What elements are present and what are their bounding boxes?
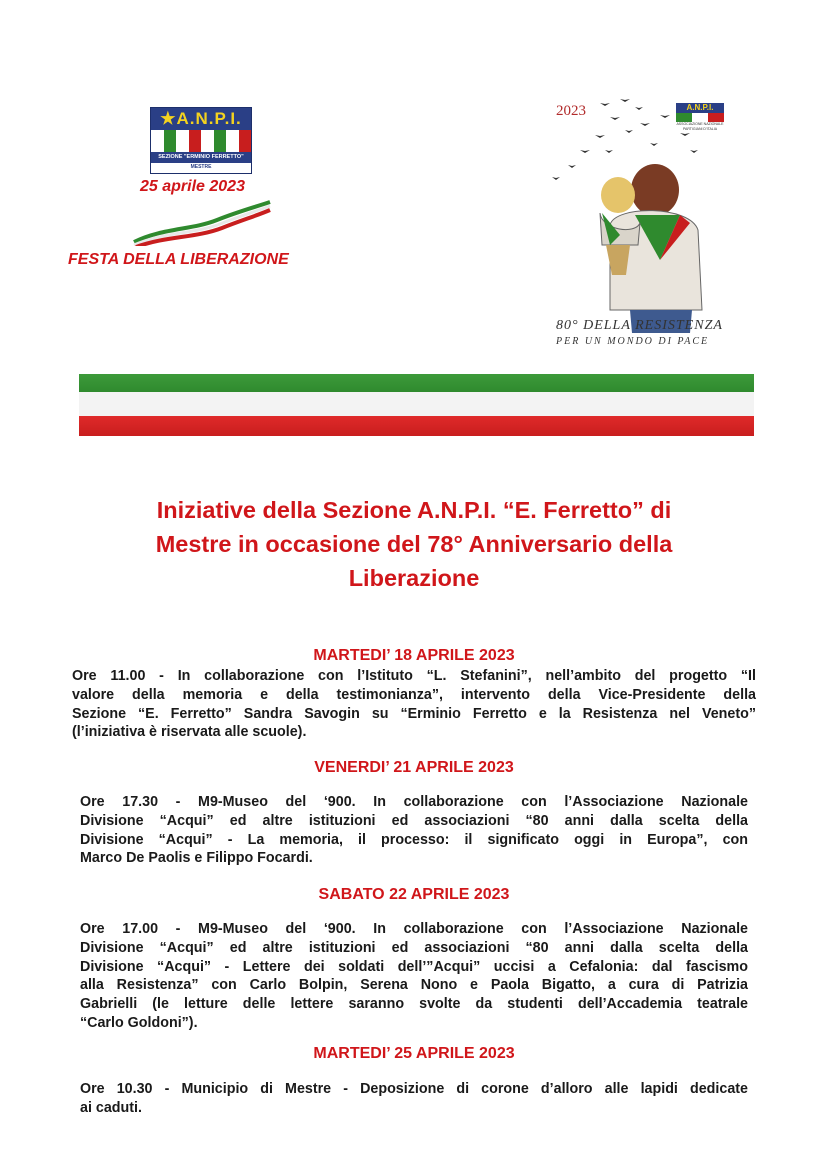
event-line: ai caduti. [80, 1099, 142, 1116]
poster-caption-pace: PER UN MONDO DI PACE [556, 336, 710, 347]
event-line: Ore 17.30 - M9-Museo del ‘900. In collaborazione con l’Associazione Nazionale [80, 794, 748, 810]
event-line: valore della memoria e della testimonianza”, intervento della Vice-Presidente della [72, 686, 756, 703]
event-line: Ore 17.00 - M9-Museo del ‘900. In collaborazione con l’Associazione Nazionale [80, 921, 748, 937]
event-description [80, 920, 748, 1033]
event-line: Ore 10.30 - Municipio di Mestre - Deposizione di corone d’alloro alle lapidi dedicate [80, 1081, 748, 1097]
event-description [80, 793, 748, 868]
event-line: Divisione “Acqui” - Lettere dei soldati dell’”Acqui” uccisi a Cefalonia: dal fascismo [80, 958, 748, 975]
tricolor-ribbon [132, 196, 272, 246]
event-day-heading: SABATO 22 APRILE 2023 [318, 886, 510, 903]
anniversary-poster [540, 95, 740, 350]
event-description [72, 667, 756, 742]
poster-anpi-logo-flag [676, 113, 724, 122]
event-line: Divisione “Acqui” - La memoria, il processo: il significato oggi in Europa”, con [80, 831, 748, 848]
poster-anpi-logo [676, 103, 724, 133]
event-line: Marco De Paolis e Filippo Focardi. [80, 850, 313, 867]
event-line: alla Resistenza” con Carlo Bolpin, Serena Nono e Paola Bigatto, a cura di Patrizia [80, 977, 748, 994]
anpi-logo-city: MESTRE [190, 164, 212, 170]
poster-anpi-logo-title: A.N.P.I. [676, 103, 724, 113]
poster-caption-80: 80° DELLA RESISTENZA [556, 318, 723, 333]
anpi-logo-section: SEZIONE "ERMINIO FERRETTO" [151, 152, 251, 163]
main-title [80, 493, 748, 595]
event-line: “Carlo Goldoni”). [80, 1014, 198, 1031]
date-line: 25 aprile 2023 [140, 178, 245, 195]
event-line: Divisione “Acqui” ed altre istituzioni ed associazioni “80 anni dalla scelta della [80, 812, 748, 829]
title-line: Liberazione [348, 565, 480, 591]
event-line: Divisione “Acqui” ed altre istituzioni ed associazioni “80 anni dalla scelta della [80, 939, 748, 956]
title-line: Mestre in occasione del 78° Anniversario della [155, 531, 673, 557]
event-day-heading: MARTEDI’ 25 APRILE 2023 [313, 1045, 515, 1062]
poster-anpi-logo-caption: ASSOCIAZIONE NAZIONALE PARTIGIANI D'ITALIA [676, 122, 724, 131]
event-line: (l’iniziativa è riservata alle scuole). [72, 724, 307, 741]
anpi-logo-title: ★A.N.P.I. [151, 108, 251, 130]
flag-band-green [79, 374, 754, 392]
event-line: Gabrielli (le letture delle lettere saranno svolte da studenti dell’Accademia teatrale [80, 996, 748, 1013]
poster-year: 2023 [556, 103, 586, 119]
event-description [80, 1080, 748, 1118]
event-day-heading: VENERDI’ 21 APRILE 2023 [314, 759, 514, 776]
anpi-logo [150, 107, 252, 174]
event-line: Ore 11.00 - In collaborazione con l’Istituto “L. Stefanini”, nell’ambito del progetto “Il [72, 668, 756, 684]
flag-band-white [79, 392, 754, 416]
flag-band-red [79, 416, 754, 436]
anpi-logo-flag [151, 130, 251, 152]
festa-liberazione: FESTA DELLA LIBERAZIONE [68, 251, 289, 268]
event-line: Sezione “E. Ferretto” Sandra Savogin su “Erminio Ferretto e la Resistenza nel Veneto” [72, 705, 756, 722]
title-line: Iniziative della Sezione A.N.P.I. “E. Ferretto” di [156, 497, 672, 523]
event-day-heading: MARTEDI’ 18 APRILE 2023 [313, 647, 515, 664]
